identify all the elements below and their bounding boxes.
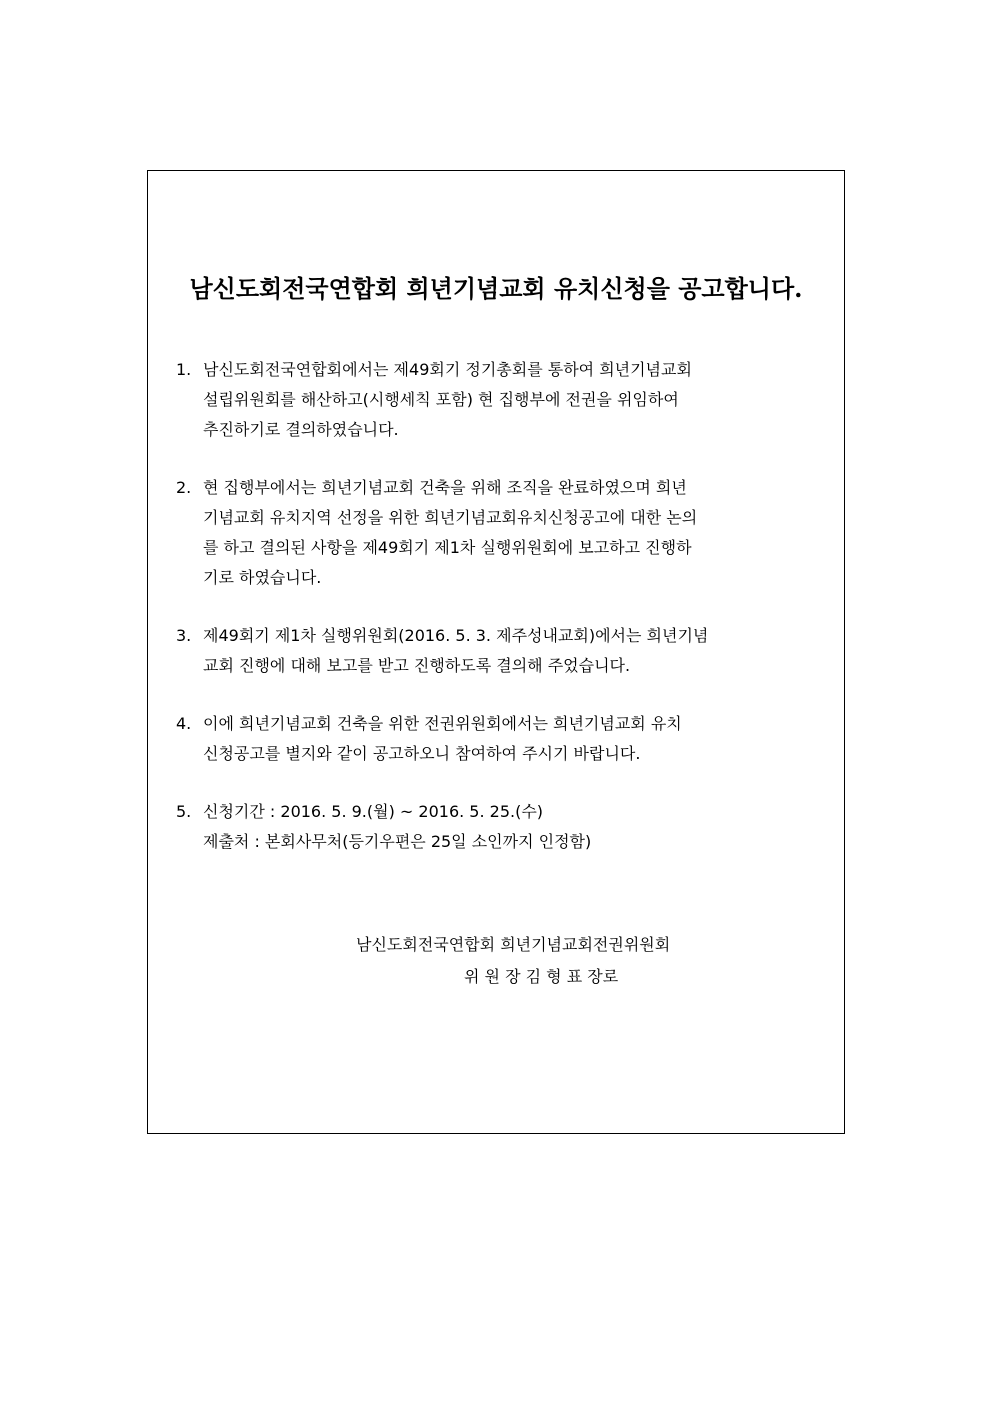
notice-item-1 bbox=[176, 355, 808, 445]
item-number: 3. bbox=[176, 626, 192, 645]
notice-item-3 bbox=[176, 621, 808, 681]
item-line: 신청기간 : 2016. 5. 9.(월) ~ 2016. 5. 25.(수) bbox=[203, 802, 544, 821]
item-number: 4. bbox=[176, 714, 192, 733]
item-line: 를 하고 결의된 사항을 제49회기 제1차 실행위원회에 보고하고 진행하 bbox=[203, 538, 692, 557]
signature-organization: 남신도회전국연합회 희년기념교회전권위원회 bbox=[356, 935, 671, 954]
item-line: 이에 희년기념교회 건축을 위한 전권위원회에서는 희년기념교회 유치 bbox=[203, 714, 682, 733]
item-number: 5. bbox=[176, 802, 192, 821]
signature-block bbox=[356, 929, 670, 993]
notice-items bbox=[176, 355, 808, 885]
notice-item-2 bbox=[176, 473, 808, 593]
notice-item-5 bbox=[176, 797, 808, 857]
notice-title: 남신도회전국연합회 희년기념교회 유치신청을 공고합니다. bbox=[189, 274, 803, 303]
item-line: 제출처 : 본회사무처(등기우편은 25일 소인까지 인정함) bbox=[203, 832, 592, 851]
notice-box bbox=[147, 170, 845, 1134]
item-line: 기념교회 유치지역 선정을 위한 희년기념교회유치신청공고에 대한 논의 bbox=[203, 508, 698, 527]
item-line: 추진하기로 결의하였습니다. bbox=[203, 420, 399, 439]
item-line: 설립위원회를 해산하고(시행세칙 포함) 현 집행부에 전권을 위임하여 bbox=[203, 390, 679, 409]
signature-name: 위 원 장 김 형 표 장로 bbox=[464, 967, 619, 986]
item-line: 신청공고를 별지와 같이 공고하오니 참여하여 주시기 바랍니다. bbox=[203, 744, 641, 763]
item-number: 2. bbox=[176, 478, 192, 497]
item-line: 현 집행부에서는 희년기념교회 건축을 위해 조직을 완료하였으며 희년 bbox=[203, 478, 687, 497]
notice-item-4 bbox=[176, 709, 808, 769]
item-line: 교회 진행에 대해 보고를 받고 진행하도록 결의해 주었습니다. bbox=[203, 656, 631, 675]
item-line: 제49회기 제1차 실행위원회(2016. 5. 3. 제주성내교회)에서는 희년기념 bbox=[203, 626, 709, 645]
item-line: 남신도회전국연합회에서는 제49회기 정기총회를 통하여 희년기념교회 bbox=[203, 360, 692, 379]
item-number: 1. bbox=[176, 360, 192, 379]
item-line: 기로 하였습니다. bbox=[203, 568, 322, 587]
